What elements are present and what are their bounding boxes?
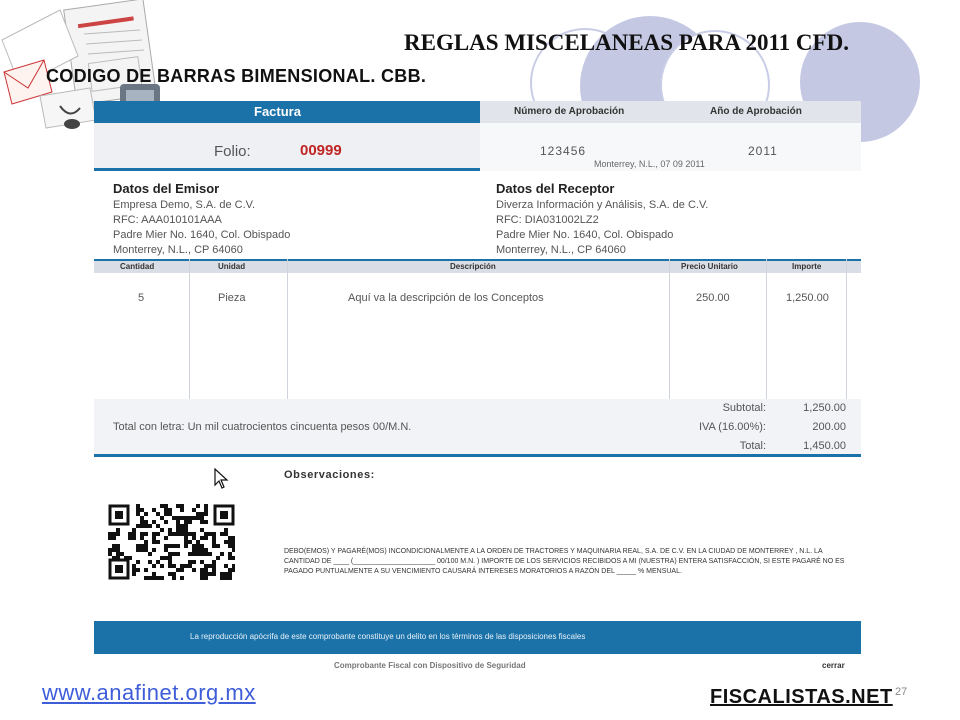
row-precio: 250.00 [696, 292, 730, 304]
column-header: Unidad [218, 262, 246, 271]
footer-notice: La reproducción apócrifa de este comprobante constituye un delito en los términos de las disposiciones fiscales [190, 632, 586, 641]
folio-label: Folio: [214, 143, 251, 160]
receptor-street: Padre Mier No. 1640, Col. Obispado [496, 229, 674, 241]
column-divider [766, 259, 767, 399]
totals-block [94, 399, 861, 457]
row-cantidad: 5 [138, 292, 145, 304]
total-label: Total: [739, 440, 766, 452]
slide-title: REGLAS MISCELANEAS PARA 2011 CFD. [404, 30, 849, 55]
invoice-footer-band [94, 621, 861, 654]
concepts-table-header [94, 259, 861, 273]
iva-label: IVA (16.00%): [698, 421, 766, 433]
brand-label: FISCALISTAS.NET [710, 686, 893, 708]
approval-year-value: 2011 [748, 144, 778, 158]
receptor-name: Diverza Información y Análisis, S.A. de C.V. [496, 199, 709, 211]
folio-value: 00999 [300, 142, 342, 159]
invoice-title: Factura [254, 104, 301, 119]
receptor-heading: Datos del Receptor [496, 181, 615, 196]
viewer-footer [94, 656, 861, 676]
observaciones-title: Observaciones: [284, 469, 375, 481]
column-divider [189, 259, 190, 399]
emisor-heading: Datos del Emisor [113, 181, 220, 196]
total-value: 1,450.00 [803, 440, 846, 452]
pagare-text: DEBO(EMOS) Y PAGARÉ(MOS) INCONDICIONALMENTE A LA ORDEN DE TRACTORES Y MAQUINARIA REAL, S.A. DE C.V. EN LA CIUDAD DE MONTERREY , N.L. LA CANTIDAD DE ____ (_____________________ 00/100 M.N. ) IMPORTE DE LOS SERVICIOS RECIBIDOS A MI (NUESTRA) ENTERA SATISFACCIÓN, SI ESTE PAGARÉ NO ES PAGADO PUNTUALMENTE A SU VENCIMIENTO CAUSARÁ INTERESES MORATORIOS A RAZÓN DEL _____ % MENSUAL. [284, 548, 845, 575]
slide-subtitle: CODIGO DE BARRAS BIMENSIONAL. CBB. [46, 66, 427, 86]
column-divider [846, 259, 847, 399]
approval-number-label: Número de Aprobación [514, 106, 625, 117]
emisor-rfc: RFC: AAA010101AAA [113, 214, 222, 226]
column-header: Importe [792, 262, 822, 271]
row-descripcion: Aquí va la descripción de los Conceptos [348, 292, 544, 304]
approval-number-value: 123456 [540, 144, 587, 158]
column-divider [669, 259, 670, 399]
total-in-words: Total con letra: Un mil cuatrocientos cincuenta pesos 00/M.N. [113, 421, 412, 433]
subtotal-label: Subtotal: [722, 402, 766, 414]
qr-code-icon [108, 504, 235, 580]
emisor-name: Empresa Demo, S.A. de C.V. [113, 199, 256, 211]
mouse-cursor-icon [214, 468, 230, 490]
receptor-rfc: RFC: DIA031002LZ2 [496, 214, 599, 226]
page-number: 27 [895, 686, 908, 698]
column-header: Precio Unitario [681, 262, 738, 271]
row-importe: 1,250.00 [786, 292, 829, 304]
place-date: Monterrey, N.L., 07 09 2011 [594, 159, 705, 169]
website-link[interactable]: www.anafinet.org.mx [42, 680, 256, 705]
emisor-block [113, 181, 443, 258]
invoice-document [94, 101, 861, 656]
iva-value: 200.00 [812, 421, 846, 433]
close-link[interactable]: cerrar [822, 661, 845, 670]
emisor-city: Monterrey, N.L., CP 64060 [113, 244, 243, 256]
subtotal-value: 1,250.00 [803, 402, 846, 414]
column-header: Cantidad [120, 262, 155, 271]
folio-band [94, 123, 861, 171]
emisor-street: Padre Mier No. 1640, Col. Obispado [113, 229, 291, 241]
column-divider [287, 259, 288, 399]
row-unidad: Pieza [218, 292, 246, 304]
receptor-block [496, 181, 826, 258]
cfd-label: Comprobante Fiscal con Dispositivo de Seguridad [334, 661, 526, 670]
approval-year-label: Año de Aprobación [710, 106, 802, 117]
column-header: Descripción [450, 262, 496, 271]
receptor-city: Monterrey, N.L., CP 64060 [496, 244, 626, 256]
